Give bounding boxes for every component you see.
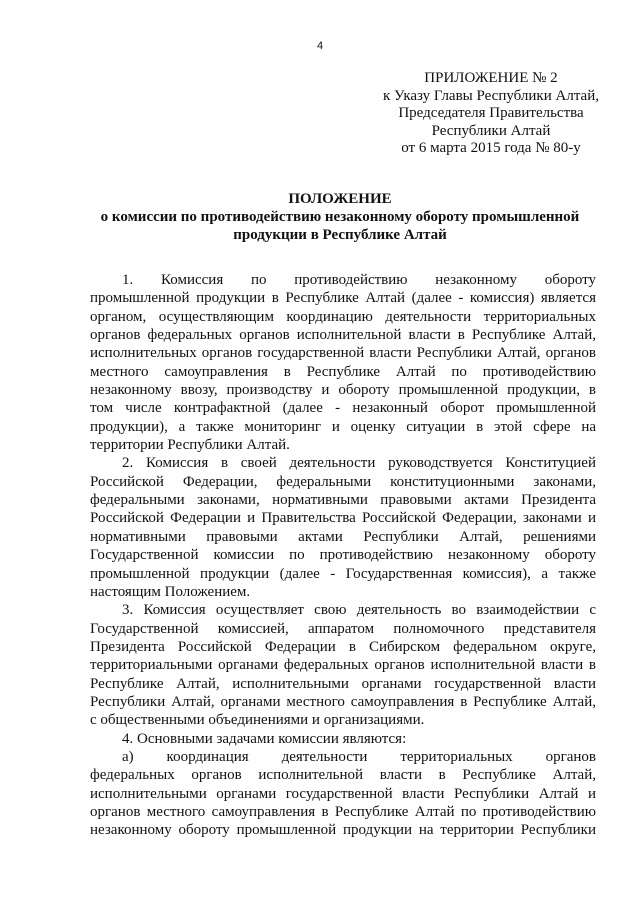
body-line: промышленной продукции (далее - Государственная комиссия), а также bbox=[90, 565, 596, 582]
appendix-line: Председателя Правительства bbox=[398, 105, 584, 121]
body-line: продукции), а также мониторинг и оценку ситуации в этой сфере на bbox=[90, 418, 596, 435]
appendix-line: к Указу Главы Республики Алтай, bbox=[382, 87, 599, 104]
body-line: промышленной продукции в Республике Алтай (далее - комиссия) является bbox=[90, 290, 596, 307]
appendix-line: Республики Алтай bbox=[431, 122, 551, 139]
body-line: органов федеральных органов исполнительной власти в Республике Алтай, bbox=[90, 327, 596, 344]
body-line: 2. Комиссия в своей деятельности руководствуется Конституцией bbox=[122, 455, 596, 472]
body-line: исполнительными органами государственной власти Республики Алтай и bbox=[90, 785, 596, 802]
body-line: Республике Алтай, исполнительными органами государственной власти bbox=[90, 675, 596, 692]
body-line: территориальными органами федеральных органов исполнительной власти в bbox=[90, 657, 596, 674]
body-line: том числе контрафактной (далее - незаконный оборот промышленной bbox=[90, 400, 596, 417]
body-line: Президента Российской Федерации в Сибирском федеральном округе, bbox=[90, 638, 596, 655]
body-line: 4. Основными задачами комиссии являются: bbox=[122, 730, 407, 747]
document-title bbox=[80, 190, 600, 244]
body-line: федеральных органов исполнительной власти в Республике Алтай, bbox=[90, 767, 596, 784]
body-line: исполнительных органов государственной власти Республики Алтай, органов bbox=[90, 345, 596, 362]
body-line: а) координация деятельности территориальных органов bbox=[122, 748, 596, 765]
body-line: незаконному обороту промышленной продукции на территории Республики bbox=[90, 822, 596, 839]
body-line: Государственной комиссией, аппаратом полномочного представителя bbox=[90, 620, 596, 637]
appendix-line: ПРИЛОЖЕНИЕ № 2 bbox=[424, 70, 558, 86]
body-line: с общественными объединениями и организациями. bbox=[90, 712, 425, 729]
appendix-line: от 6 марта 2015 года № 80-у bbox=[401, 140, 581, 156]
title-heading: ПОЛОЖЕНИЕ bbox=[288, 191, 392, 207]
body-line: 1. Комиссия по противодействию незаконному обороту bbox=[122, 272, 596, 288]
body-line: местного самоуправления в Республике Алтай по противодействию bbox=[90, 363, 596, 380]
page-number: 4 bbox=[316, 40, 324, 52]
body-line: Республики Алтай, органами местного самоуправления в Республике Алтай, bbox=[90, 693, 596, 710]
body-line: территории Республики Алтай. bbox=[90, 437, 290, 454]
body-line: органов местного самоуправления в Республике Алтай по противодействию bbox=[90, 803, 596, 820]
body-line: Российской Федерации, федеральными конституционными законами, bbox=[90, 473, 596, 490]
body-line: органом, осуществляющим координацию деятельности территориальных bbox=[90, 308, 596, 325]
body-line: федеральными законами, нормативными правовыми актами Президента bbox=[90, 492, 596, 509]
body-line: 3. Комиссия осуществляет свою деятельность во взаимодействии с bbox=[122, 602, 596, 619]
body-line: настоящим Положением. bbox=[90, 583, 251, 600]
body-line: нормативными правовыми актами Республики Алтай, решениями bbox=[90, 528, 596, 545]
appendix-block bbox=[360, 70, 622, 158]
document-body bbox=[90, 271, 596, 840]
title-subtitle-line: о комиссии по противодействию незаконному обороту промышленной bbox=[100, 209, 580, 225]
body-line: незаконному ввозу, производству и обороту промышленной продукции, в bbox=[90, 382, 596, 399]
body-line: Российской Федерации и Правительства Российской Федерации, законами и bbox=[90, 510, 596, 527]
title-subtitle-line: продукции в Республике Алтай bbox=[233, 227, 447, 243]
body-line: Государственной комиссии по противодействию незаконному обороту bbox=[90, 547, 596, 564]
